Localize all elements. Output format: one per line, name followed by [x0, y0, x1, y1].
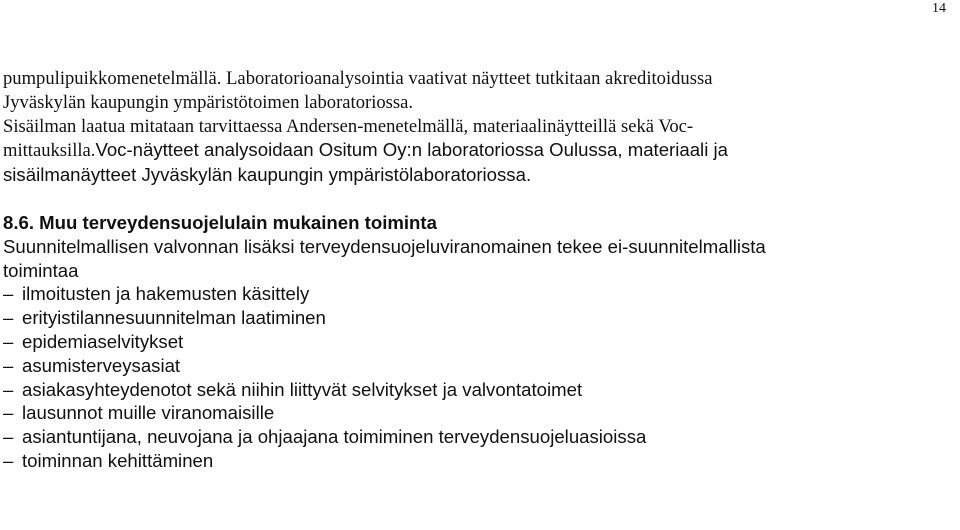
paragraph-line: toimintaa: [3, 259, 79, 281]
dash-list: [3, 282, 953, 472]
paragraph-line: sisäilmanäytteet Jyväskylän kaupungin ympäristölaboratoriossa.: [3, 164, 532, 186]
list-item-text: ilmoitusten ja hakemusten käsittely: [22, 283, 310, 305]
text-segment: mittauksilla.: [3, 140, 96, 162]
dash-marker: –: [3, 449, 14, 471]
dash-marker: –: [3, 426, 14, 448]
list-item: [3, 282, 953, 306]
paragraph-line: Jyväskylän kaupungin ympäristötoimen laboratoriossa.: [3, 91, 414, 113]
list-item: [3, 306, 953, 330]
paragraph-line: Sisäilman laatua mitataan tarvittaessa Andersen-menetelmällä, materiaalinäytteillä sekä Voc-: [3, 115, 694, 137]
list-item-text: asumisterveysasiat: [22, 354, 181, 376]
list-item-text: epidemiaselvitykset: [22, 330, 184, 352]
dash-marker: –: [3, 283, 14, 305]
list-item-text: erityistilannesuunnitelman laatiminen: [22, 307, 326, 329]
list-item: [3, 401, 953, 425]
dash-marker: –: [3, 330, 14, 352]
dash-marker: –: [3, 378, 14, 400]
list-item-text: asiakasyhteydenotot sekä niihin liittyvät selvitykset ja valvontatoimet: [22, 378, 583, 400]
paragraph-line: [3, 138, 953, 163]
list-item: [3, 425, 953, 449]
text-segment: Voc-näytteet analysoidaan Ositum Oy:n laboratoriossa Oulussa, materiaali ja: [95, 139, 728, 161]
document-body: [3, 67, 953, 473]
list-item: [3, 330, 953, 354]
dash-marker: –: [3, 354, 14, 376]
paragraph-line: pumpulipuikkomenetelmällä. Laboratorioanalysointia vaativat näytteet tutkitaan akreditoidussa: [3, 68, 713, 89]
paragraph-line: Suunnitelmallisen valvonnan lisäksi terveydensuojeluviranomainen tekee ei-suunnitelmallista: [3, 235, 766, 257]
list-item-text: asiantuntijana, neuvojana ja ohjaajana toimiminen terveydensuojeluasioissa: [22, 426, 647, 448]
list-item: [3, 449, 953, 473]
list-item-text: lausunnot muille viranomaisille: [22, 402, 275, 424]
section-heading: 8.6. Muu terveydensuojelulain mukainen toiminta: [3, 211, 437, 233]
page-number: 14: [932, 1, 946, 16]
paragraph-gap: [3, 187, 953, 211]
list-item-text: toiminnan kehittäminen: [22, 449, 214, 471]
dash-marker: –: [3, 402, 14, 424]
dash-marker: –: [3, 307, 14, 329]
list-item: [3, 354, 953, 378]
list-item: [3, 378, 953, 402]
